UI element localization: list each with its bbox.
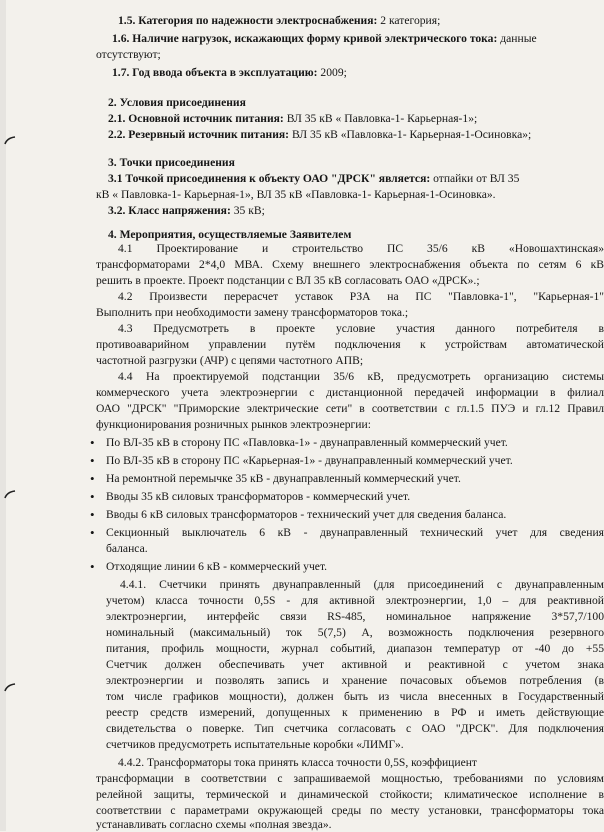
section-4-heading: 4. Мероприятия, осуществляемые Заявителем: [108, 228, 352, 241]
p4-4-1-line: электроэнергии и позволять запись и хранение почасовых объемов потребления (в: [106, 674, 604, 687]
p4-2-line: 4.2 Произвести перерасчет уставок РЗА на ПС "Павловка-1", "Карьерная-1": [118, 290, 604, 303]
scan-smudge: [0, 0, 6, 831]
p4-4-line: 4.4 На проектируемой подстанции 35/6 кВ, предусмотреть организацию системы: [118, 370, 604, 383]
p4-4-line: ОАО "ДРСК" "Приморские электрические сети" в соответствии с гл.1.5 ПУЭ и гл.12 Правил: [96, 402, 604, 415]
p4-1-line: решить в проекте. Проект подстанции с ВЛ 35 кВ согласовать ОАО «ДРСК».;: [96, 274, 480, 287]
p4-4-line: функционирования розничных рынков электроэнергии:: [96, 418, 371, 431]
item-3-1-label: 3.1 Точкой присоединения к объекту ОАО "ДРСК" является:: [108, 172, 431, 185]
p4-4-2-line: устанавливать согласно схемы «полная звезда».: [96, 818, 332, 831]
bullet-marker: •: [90, 435, 95, 450]
p4-4-1-line: питания, профиль мощности, журнал событий, диапазон температур от -40 до +55: [106, 642, 604, 655]
p4-1-line: трансформаторами 2*4,0 МВА. Схему внешнего электроснабжения объекта по сетям 6 кВ: [96, 258, 604, 271]
item-2-1-label: 2.1. Основной источник питания:: [108, 112, 284, 125]
p4-4-1-line: том числе графиков мощности), должен быть из числа внесенных в Государственный: [106, 690, 604, 703]
bullet-item: Отходящие линии 6 кВ - коммерческий учет.: [106, 560, 328, 573]
item-3-1-value: отпайки от ВЛ 35: [433, 172, 520, 185]
section-3-heading: 3. Точки присоединения: [108, 156, 235, 169]
item-1-7: [112, 66, 347, 80]
p4-3-line: противоаварийном управлении путём подключения к устройствам автоматической: [96, 338, 604, 351]
item-1-5-label: 1.5. Категория по надежности электроснабжения:: [118, 14, 378, 27]
item-1-7-label: 1.7. Год ввода объекта в эксплуатацию:: [112, 66, 318, 79]
p4-4-line: коммерческого учета электроэнергии с дистанционной передачей информации в филиал: [96, 386, 604, 399]
bullet-marker: •: [90, 489, 95, 504]
punch-mark-bottom: [4, 683, 16, 693]
bullet-item-continuation: баланса.: [106, 542, 148, 555]
item-1-6: [112, 32, 604, 46]
bullet-item: По ВЛ-35 кВ в сторону ПС «Карьерная-1» - двунаправленный коммерческий учет.: [106, 454, 513, 467]
p4-4-1-line: 4.4.1. Счетчики принять двунаправленный (для присоединений с двунаправленным: [120, 578, 604, 591]
p4-4-1-line: счетчиков предусмотреть испытательные коробки «ЛИМГ».: [106, 738, 404, 751]
punch-mark-top: [4, 136, 16, 146]
item-2-1: [108, 112, 477, 126]
p4-4-2-line: 4.4.2. Трансформаторы тока принять класса точности 0,5S, коэффициент: [118, 756, 477, 769]
bullet-marker: •: [90, 559, 95, 574]
item-3-2-value: 35 кВ;: [233, 204, 265, 217]
p4-2-line: Выполнить при необходимости замену трансформаторов тока.;: [96, 306, 409, 319]
bullet-item: На ремонтной перемычке 35 кВ - двунаправленный коммерческий учет.: [106, 472, 461, 485]
item-3-2: [108, 204, 265, 218]
bullet-item: Секционный выключатель 6 кВ - двунаправленный технический учет для сведения: [106, 526, 604, 539]
p4-3-line: частотной разгрузки (АЧР) с цепями частотного АПВ;: [96, 354, 364, 367]
item-3-1: [108, 172, 604, 186]
p4-4-2-line: соответствии с параметрами окружающей среды по месту установки, трансформаторы тока: [96, 804, 604, 817]
item-2-2-label: 2.2. Резервный источник питания:: [108, 128, 290, 141]
bullet-item: Вводы 6 кВ силовых трансформаторов - технический учет для сведения баланса.: [106, 508, 507, 521]
item-2-2-value: ВЛ 35 кВ «Павловка-1- Карьерная-1-Осиновка»;: [291, 128, 532, 141]
section-2-heading: 2. Условия присоединения: [108, 96, 246, 109]
p4-4-2-line: трансформации в соответствии с запрашиваемой мощностью, требованиями по условиям: [96, 772, 604, 785]
p4-4-2-line: релейной защиты, термической и динамической стойкости; климатическое исполнение в: [96, 788, 604, 801]
item-1-6-continuation: отсутствуют;: [96, 48, 161, 61]
p4-1-line: 4.1 Проектирование и строительство ПС 35/6 кВ «Новошахтинская»: [118, 242, 604, 255]
bullet-item: Вводы 35 кВ силовых трансформаторов - коммерческий учет.: [106, 490, 411, 503]
bullet-marker: •: [90, 471, 95, 486]
item-1-5-value: 2 категория;: [380, 14, 441, 27]
p4-4-1-line: свидетельства о поверке. Тип счетчика согласовать с ОАО "ДРСК". Для подключения: [106, 722, 604, 735]
bullet-marker: •: [90, 525, 95, 540]
p4-4-1-line: учетом) класса точности 0,5S - для активной электроэнергии, 1,0 – для реактивной: [106, 594, 604, 607]
item-2-2: [108, 128, 531, 142]
bullet-marker: •: [90, 507, 95, 522]
p4-4-1-line: номинальный (максимальный) ток 5(7,5) А, возможность подключения резервного: [106, 626, 604, 639]
p4-4-1-line: электроэнергии, интерфейс связи RS-485, номинальное напряжение 3*57,7/100: [106, 610, 604, 623]
punch-mark-middle: [4, 490, 16, 500]
bullet-marker: •: [90, 453, 95, 468]
item-1-5: [118, 14, 440, 28]
bullet-item: По ВЛ-35 кВ в сторону ПС «Павловка-1» - двунаправленный коммерческий учет.: [106, 436, 508, 449]
item-1-6-label: 1.6. Наличие нагрузок, искажающих форму кривой электрического тока:: [112, 32, 498, 45]
p4-4-1-line: Счетчик должен обеспечивать учет активной и реактивной с учетом знака: [106, 658, 604, 671]
p4-4-1-line: реестр средств измерений, допущенных к применению в РФ и иметь действующие: [106, 706, 604, 719]
item-2-1-value: ВЛ 35 кВ « Павловка-1- Карьерная-1»;: [286, 112, 478, 125]
item-3-1-continuation: кВ « Павловка-1- Карьерная-1», ВЛ 35 кВ «Павловка-1- Карьерная-1-Осиновка».: [96, 188, 496, 201]
item-1-7-value: 2009;: [320, 66, 347, 79]
item-3-2-label: 3.2. Класс напряжения:: [108, 204, 231, 217]
p4-3-line: 4.3 Предусмотреть в проекте условие участия данного потребителя в: [118, 322, 604, 335]
item-1-6-value: данные: [500, 32, 537, 45]
